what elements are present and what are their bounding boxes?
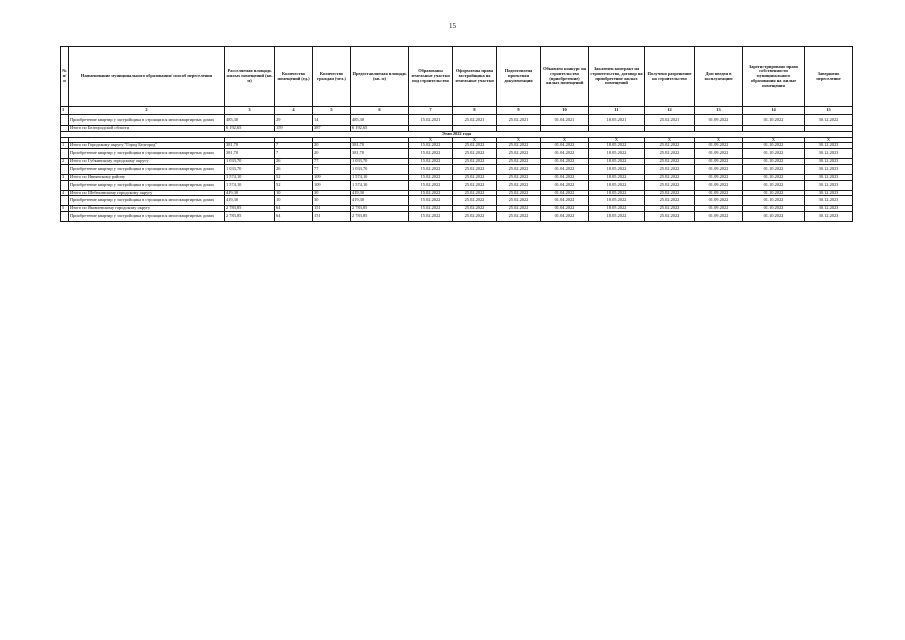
table-cell: 01.09.2022: [695, 174, 743, 180]
table-cell: 1 574,10: [351, 174, 409, 180]
header-cell: Заключен контракт на строительство, договор на приобретение жилых помещений: [589, 47, 645, 107]
table-cell: 18.05.2022: [589, 212, 645, 222]
table-cell: 01.10.2022: [743, 143, 805, 149]
table-cell: 15.02.2022: [409, 159, 453, 165]
table-cell: 151: [313, 212, 351, 222]
table-cell: 1 033,70: [351, 159, 409, 165]
table-cell: 2 783,85: [351, 206, 409, 212]
table-cell: 25.02.2022: [453, 143, 497, 149]
row-name: Итого по Шебекинскому городскому округу: [69, 190, 225, 196]
row-number: [61, 149, 69, 159]
column-number: 7: [409, 107, 453, 115]
table-cell: 25.02.2022: [645, 174, 695, 180]
table-cell: Х: [541, 137, 589, 143]
header-cell: Предоставляемая площадь (кв. м): [351, 47, 409, 107]
table-cell: 01.10.2022: [743, 174, 805, 180]
page-number: 15: [449, 22, 456, 30]
table-cell: 15.02.2021: [409, 115, 453, 126]
table-cell: 25.02.2022: [645, 143, 695, 149]
row-number: [61, 196, 69, 206]
header-cell: Подготовлена проектная документация: [497, 47, 541, 107]
table-cell: 109: [313, 180, 351, 190]
table-cell: 7: [275, 149, 313, 159]
row-number: [61, 164, 69, 174]
table-cell: 25.02.2022: [497, 180, 541, 190]
table-cell: Х: [645, 137, 695, 143]
table-cell: 15.02.2022: [409, 164, 453, 174]
table-cell: 01.10.2022: [743, 164, 805, 174]
table-row: [61, 196, 853, 206]
table-cell: 26: [275, 164, 313, 174]
table-cell: 77: [313, 164, 351, 174]
table-cell: 15.02.2022: [409, 174, 453, 180]
row-name: Приобретение квартир у застройщика в строящихся многоквартирных домах: [69, 196, 225, 206]
table-cell: 25.02.2021: [645, 115, 695, 126]
header-cell: Количество граждан (чел.): [313, 47, 351, 107]
table-cell: 419,30: [225, 190, 275, 196]
table-cell: 381,70: [351, 143, 409, 149]
table-cell: 14: [313, 115, 351, 126]
row-name: Приобретение квартир у застройщика в строящихся многоквартирных домах: [69, 115, 225, 126]
table-cell: 20: [313, 143, 351, 149]
table-cell: 25.02.2022: [645, 149, 695, 159]
row-name: Итого по Ивнянскому району: [69, 174, 225, 180]
row-number: 5: [61, 206, 69, 212]
table-cell: 30.12.2023: [805, 164, 853, 174]
table-cell: 109: [313, 174, 351, 180]
table-cell: 18.05.2022: [589, 164, 645, 174]
table-row: [61, 149, 853, 159]
stage-title: Этап 2022 года: [61, 131, 853, 137]
table-cell: 01.04.2022: [541, 149, 589, 159]
row-number: 1: [61, 143, 69, 149]
table-cell: 01.09.2022: [695, 180, 743, 190]
table-row: [61, 212, 853, 222]
table-cell: 25.02.2021: [497, 115, 541, 126]
table-cell: 01.04.2022: [541, 159, 589, 165]
header-cell: Получено разрешение на строительство: [645, 47, 695, 107]
column-number: 1: [61, 107, 69, 115]
table-cell: 01.10.2022: [743, 206, 805, 212]
header-cell: Оформлены права застройщика на земельные участки: [453, 47, 497, 107]
table-cell: 25.02.2022: [645, 164, 695, 174]
table-cell: 25.02.2022: [453, 190, 497, 196]
header-cell: Зарегистрировано право собственности муниципального образования на жилые помещения: [743, 47, 805, 107]
header-cell: Дом введен в эксплуатацию: [695, 47, 743, 107]
table-cell: 6 192,65: [225, 126, 275, 132]
table-cell: 6 192,65: [351, 126, 409, 132]
table-cell: 18.05.2022: [589, 196, 645, 206]
table-cell: 25.02.2022: [645, 212, 695, 222]
table-cell: 01.09.2022: [695, 149, 743, 159]
table-cell: 18.05.2022: [589, 190, 645, 196]
table-cell: 25.02.2022: [453, 164, 497, 174]
table-cell: 30.12.2023: [805, 196, 853, 206]
header-cell: Наименование муниципального образования/ способ переселения: [69, 47, 225, 107]
table-row: [61, 164, 853, 174]
table-cell: 485,30: [225, 115, 275, 126]
table-cell: 1 574,10: [351, 180, 409, 190]
header-cell: Завершено переселение: [805, 47, 853, 107]
table-cell: 01.09.2022: [695, 196, 743, 206]
table-cell: 01.10.2022: [743, 190, 805, 196]
row-number: [61, 212, 69, 222]
table-cell: 01.09.2022: [695, 115, 743, 126]
table-cell: 387: [313, 126, 351, 132]
table-cell: 30.12.2023: [805, 180, 853, 190]
table-cell: 15.02.2022: [409, 149, 453, 159]
table-cell: 01.10.2022: [743, 212, 805, 222]
row-number: [61, 180, 69, 190]
column-number: 5: [313, 107, 351, 115]
header-row: [61, 47, 853, 107]
row-name: Приобретение квартир у застройщика в строящихся многоквартирных домах: [69, 149, 225, 159]
row-number: 4: [61, 190, 69, 196]
table-cell: 381,70: [225, 143, 275, 149]
table-cell: 15.02.2022: [409, 180, 453, 190]
row-name: Итого по Городскому округу "Город Белгород": [69, 143, 225, 149]
table-cell: Х: [805, 137, 853, 143]
row-name: Приобретение квартир у застройщика в строящихся многоквартирных домах: [69, 212, 225, 222]
table-cell: 01.10.2022: [743, 149, 805, 159]
table-cell: 25.02.2022: [453, 174, 497, 180]
table-cell: 01.10.2022: [743, 180, 805, 190]
header-cell: № п/п: [61, 47, 69, 107]
column-number: 11: [589, 107, 645, 115]
table-cell: 151: [313, 206, 351, 212]
table-cell: 01.09.2022: [695, 143, 743, 149]
table-cell: 485,30: [351, 115, 409, 126]
table-cell: 25.02.2022: [497, 190, 541, 196]
table-cell: 64: [275, 212, 313, 222]
column-number: 12: [645, 107, 695, 115]
table-cell: 30.12.2022: [805, 115, 853, 126]
column-number: 3: [225, 107, 275, 115]
table-cell: 30.12.2023: [805, 190, 853, 196]
table-cell: 15.02.2022: [409, 206, 453, 212]
table-cell: 26: [275, 159, 313, 165]
table-cell: 30: [313, 190, 351, 196]
header-cell: Количество помещений (ед.): [275, 47, 313, 107]
table-cell: 52: [275, 180, 313, 190]
column-number: 9: [497, 107, 541, 115]
table-cell: 7: [275, 143, 313, 149]
table-cell: 10: [275, 190, 313, 196]
table-cell: 1 033,70: [225, 159, 275, 165]
table-cell: Х: [409, 137, 453, 143]
row-name: Итого по Яковлевскому городскому округу: [69, 206, 225, 212]
table-cell: 01.04.2021: [541, 115, 589, 126]
column-number: 14: [743, 107, 805, 115]
table-cell: 01.09.2022: [695, 159, 743, 165]
table-cell: 2 783,85: [225, 206, 275, 212]
table-cell: 1 574,10: [225, 174, 275, 180]
table-cell: 25.02.2022: [645, 180, 695, 190]
table-cell: 01.04.2022: [541, 164, 589, 174]
table-cell: 01.04.2022: [541, 174, 589, 180]
table-cell: 25.02.2022: [497, 164, 541, 174]
table-cell: 25.02.2022: [497, 174, 541, 180]
table-cell: 18.05.2022: [589, 174, 645, 180]
table-cell: 15.02.2022: [409, 143, 453, 149]
table-cell: 18.05.2022: [589, 206, 645, 212]
table-cell: 159: [275, 126, 313, 132]
table-row: [61, 115, 853, 126]
table-cell: Х: [695, 137, 743, 143]
column-number: 13: [695, 107, 743, 115]
table-cell: 30.12.2023: [805, 212, 853, 222]
table-cell: 01.04.2022: [541, 180, 589, 190]
table-cell: 01.09.2022: [695, 164, 743, 174]
table-cell: 30.12.2023: [805, 206, 853, 212]
table-cell: 1 033,70: [225, 164, 275, 174]
column-number: 4: [275, 107, 313, 115]
table-cell: 30: [313, 196, 351, 206]
table-cell: 15.02.2022: [409, 212, 453, 222]
table-cell: 30.12.2023: [805, 174, 853, 180]
table-cell: 15.02.2022: [409, 190, 453, 196]
table-cell: Х: [589, 137, 645, 143]
row-name: Итого по Белгородской области: [69, 126, 225, 132]
table-cell: Х: [743, 137, 805, 143]
table-cell: 01.09.2022: [695, 212, 743, 222]
table-cell: 77: [313, 159, 351, 165]
table-cell: 1 033,70: [351, 164, 409, 174]
table-cell: 25.02.2022: [497, 159, 541, 165]
table-cell: Х: [497, 137, 541, 143]
table-cell: 01.10.2022: [743, 115, 805, 126]
column-number: 8: [453, 107, 497, 115]
table-cell: 25.02.2021: [453, 115, 497, 126]
table-cell: 25.02.2022: [453, 180, 497, 190]
column-number-row: [61, 107, 853, 115]
table-cell: 30.12.2023: [805, 143, 853, 149]
table-cell: 25.02.2022: [453, 212, 497, 222]
table-cell: 01.04.2022: [541, 206, 589, 212]
table-cell: 25.02.2022: [497, 196, 541, 206]
table-cell: 30.12.2023: [805, 159, 853, 165]
table-cell: 01.10.2022: [743, 159, 805, 165]
table-cell: 25.02.2022: [645, 159, 695, 165]
table-cell: 30.12.2023: [805, 149, 853, 159]
table-cell: 419,30: [351, 196, 409, 206]
header-cell: Образованы земельные участки под строительство: [409, 47, 453, 107]
table-cell: Х: [453, 137, 497, 143]
table-cell: 18.05.2022: [589, 143, 645, 149]
column-number: 10: [541, 107, 589, 115]
table-row: [61, 180, 853, 190]
table-cell: 18.05.2022: [589, 180, 645, 190]
table-cell: 01.04.2022: [541, 212, 589, 222]
row-number: 3: [61, 174, 69, 180]
row-number: [61, 115, 69, 126]
header-cell: Расселяемая площадь жилых помещений (кв. м): [225, 47, 275, 107]
table-cell: 25.02.2022: [453, 206, 497, 212]
table-cell: 25.02.2022: [453, 159, 497, 165]
row-name: Приобретение квартир у застройщика в строящихся многоквартирных домах: [69, 180, 225, 190]
table-cell: 18.05.2022: [589, 149, 645, 159]
table-cell: 64: [275, 206, 313, 212]
table-cell: 18.05.2022: [589, 159, 645, 165]
header-cell: Объявлен конкурс на строительство (приобретение) жилых помещений: [541, 47, 589, 107]
table-cell: 25.02.2022: [645, 206, 695, 212]
row-name: Приобретение квартир у застройщика в строящихся многоквартирных домах: [69, 164, 225, 174]
table-cell: 25.02.2022: [497, 206, 541, 212]
table-cell: 419,30: [351, 190, 409, 196]
table-cell: 1 574,10: [225, 180, 275, 190]
table-cell: 10: [275, 196, 313, 206]
table-cell: 25.02.2022: [497, 149, 541, 159]
table-cell: 01.04.2022: [541, 196, 589, 206]
table-cell: 25.02.2022: [497, 212, 541, 222]
row-number: 2: [61, 159, 69, 165]
table-cell: 52: [275, 174, 313, 180]
row-name: Итого по Губкинскому городскому округу: [69, 159, 225, 165]
table-cell: 381,70: [225, 149, 275, 159]
column-number: 6: [351, 107, 409, 115]
table-cell: 25.02.2022: [497, 143, 541, 149]
table-cell: 419,30: [225, 196, 275, 206]
table-cell: 25.02.2022: [645, 196, 695, 206]
table-cell: 18.05.2021: [589, 115, 645, 126]
table-cell: 25.02.2022: [453, 149, 497, 159]
table-cell: 25.02.2022: [645, 190, 695, 196]
table-cell: 20: [313, 149, 351, 159]
table-cell: 2 783,85: [351, 212, 409, 222]
table-cell: 29: [275, 115, 313, 126]
table-cell: 25.02.2022: [453, 196, 497, 206]
table-cell: 01.09.2022: [695, 206, 743, 212]
table-cell: 01.04.2022: [541, 190, 589, 196]
column-number: 15: [805, 107, 853, 115]
table-cell: 15.02.2022: [409, 196, 453, 206]
table-cell: 381,70: [351, 149, 409, 159]
table-cell: 01.10.2022: [743, 196, 805, 206]
column-number: 2: [69, 107, 225, 115]
resettlement-table: [60, 46, 853, 222]
table-cell: 2 783,85: [225, 212, 275, 222]
table-cell: 01.04.2022: [541, 143, 589, 149]
table-cell: 01.09.2022: [695, 190, 743, 196]
